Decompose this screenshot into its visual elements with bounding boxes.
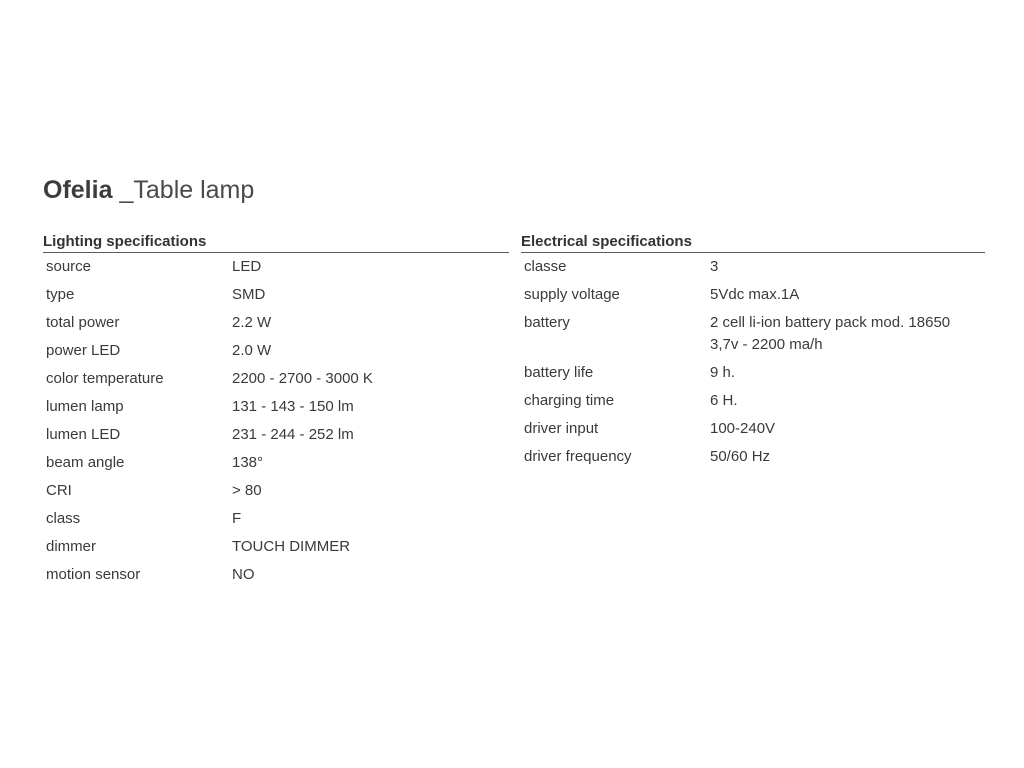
- page-title: [43, 173, 254, 207]
- spec-value: > 80: [232, 482, 262, 499]
- electrical-spec-list: [521, 255, 985, 473]
- spec-value: 2200 - 2700 - 3000 K: [232, 370, 373, 387]
- spec-label: driver input: [524, 420, 599, 437]
- electrical-specifications-heading: Electrical specifications: [521, 232, 985, 253]
- spec-row-supply-voltage: [521, 283, 985, 311]
- spec-value: 2.2 W: [232, 314, 272, 331]
- spec-row-dimmer: [43, 535, 509, 563]
- spec-label: beam angle: [46, 454, 125, 471]
- spec-label: type: [46, 286, 75, 303]
- spec-row-driver-frequency: [521, 445, 985, 473]
- spec-value: 2 cell li-ion battery pack mod. 18650 3,7v - 2200 ma/h: [710, 314, 951, 353]
- spec-value: 231 - 244 - 252 lm: [232, 426, 354, 443]
- spec-row-class: [43, 507, 509, 535]
- spec-label: lumen LED: [46, 426, 121, 443]
- spec-value: NO: [232, 566, 255, 583]
- spec-value: 6 H.: [710, 392, 738, 409]
- spec-row-battery: [521, 311, 985, 361]
- spec-label: CRI: [46, 482, 72, 499]
- spec-label: motion sensor: [46, 566, 141, 583]
- spec-label: supply voltage: [524, 286, 620, 303]
- spec-label: class: [46, 510, 81, 527]
- spec-row-classe: [521, 255, 985, 283]
- spec-label: driver frequency: [524, 448, 632, 465]
- spec-row-beam-angle: [43, 451, 509, 479]
- spec-label: charging time: [524, 392, 615, 409]
- spec-value: TOUCH DIMMER: [232, 538, 351, 555]
- spec-value: 100-240V: [710, 420, 776, 437]
- spec-label: battery life: [524, 364, 594, 381]
- spec-row-color-temperature: [43, 367, 509, 395]
- spec-row-lumen-led: [43, 423, 509, 451]
- spec-label: classe: [524, 258, 567, 275]
- spec-value: LED: [232, 258, 262, 275]
- spec-label: color temperature: [46, 370, 164, 387]
- lighting-specifications-heading: Lighting specifications: [43, 232, 509, 253]
- spec-value: 2.0 W: [232, 342, 272, 359]
- spec-value: 5Vdc max.1A: [710, 286, 800, 303]
- spec-row-power-led: [43, 339, 509, 367]
- spec-value: SMD: [232, 286, 266, 303]
- product-subtitle: _Table lamp: [119, 176, 255, 204]
- spec-label: lumen lamp: [46, 398, 124, 415]
- spec-row-driver-input: [521, 417, 985, 445]
- spec-value: 9 h.: [710, 364, 736, 381]
- spec-row-source: [43, 255, 509, 283]
- spec-value: F: [232, 510, 242, 527]
- spec-value: 131 - 143 - 150 lm: [232, 398, 354, 415]
- spec-value: 3: [710, 258, 719, 275]
- spec-value: 50/60 Hz: [710, 448, 771, 465]
- spec-row-total-power: [43, 311, 509, 339]
- spec-row-type: [43, 283, 509, 311]
- spec-row-lumen-lamp: [43, 395, 509, 423]
- spec-row-battery-life: [521, 361, 985, 389]
- spec-row-motion-sensor: [43, 563, 509, 591]
- lighting-specifications-section: [43, 232, 509, 591]
- spec-label: battery: [524, 314, 570, 331]
- product-name: Ofelia: [43, 176, 113, 204]
- spec-label: source: [46, 258, 92, 275]
- spec-row-charging-time: [521, 389, 985, 417]
- lighting-spec-list: [43, 255, 509, 591]
- electrical-specifications-section: [521, 232, 985, 473]
- spec-label: total power: [46, 314, 120, 331]
- spec-value: 138°: [232, 454, 264, 471]
- spec-label: power LED: [46, 342, 121, 359]
- spec-label: dimmer: [46, 538, 97, 555]
- spec-row-cri: [43, 479, 509, 507]
